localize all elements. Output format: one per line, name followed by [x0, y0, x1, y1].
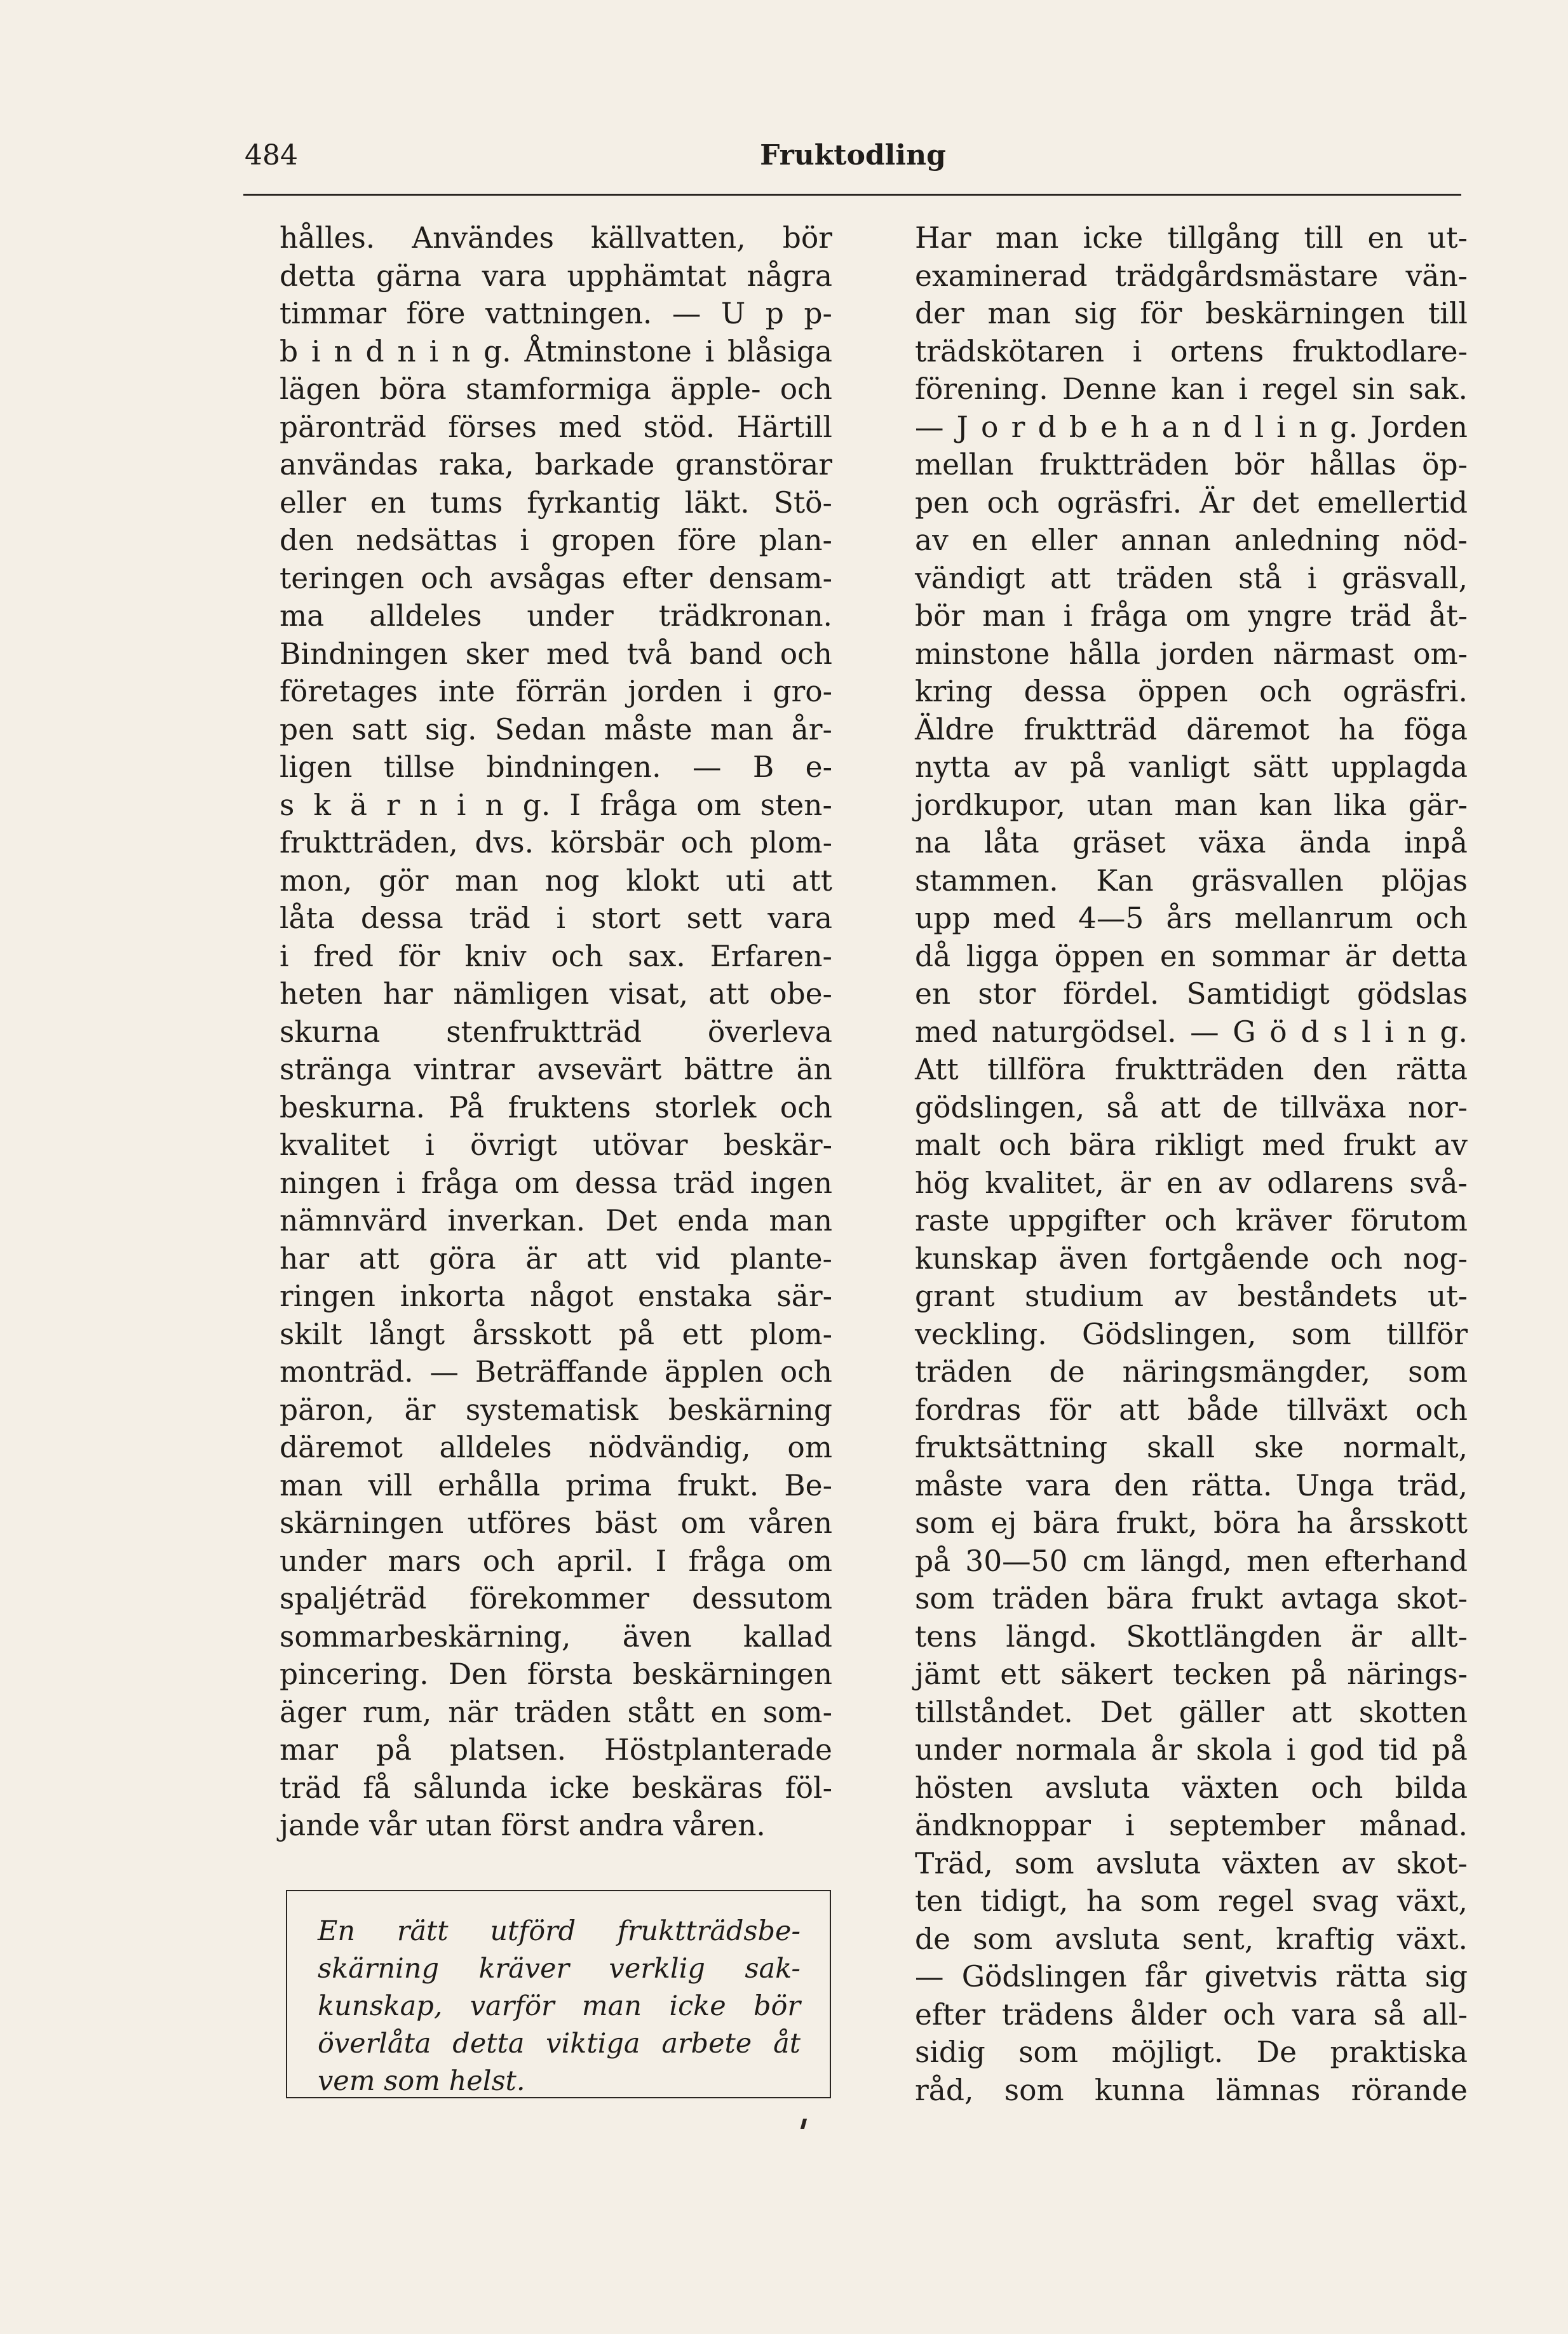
text-line: vem som helst.	[318, 2065, 525, 2097]
text-line: efter trädens ålder och vara så all-	[915, 1997, 1468, 2032]
text-line: ringen inkorta något enstaka sär-	[280, 1279, 832, 1313]
text-line: fruktsättning skall ske normalt,	[915, 1431, 1468, 1464]
text-line: skurna stenfruktträd överleva	[280, 1015, 832, 1049]
text-line: råd, som kunna lämnas rörande	[915, 2073, 1468, 2107]
text-line: — Gödslingen får givetvis rätta sig	[915, 1960, 1468, 1993]
text-line: tillståndet. Det gäller att skotten	[915, 1695, 1468, 1729]
text-line: överlåta detta viktiga arbete åt	[318, 2028, 801, 2060]
text-line: stammen. Kan gräsvallen plöjas	[915, 863, 1468, 898]
text-line: veckling. Gödslingen, som tillför	[915, 1317, 1468, 1351]
text-line: den nedsättas i gropen före plan-	[280, 523, 832, 557]
text-line: En rätt utförd fruktträdsbe-	[318, 1915, 801, 1947]
text-line: skilt långt årsskott på ett plom-	[280, 1317, 832, 1351]
text-line: mar på platsen. Höstplanterade	[280, 1733, 832, 1767]
text-line: träd få sålunda icke beskäras föl-	[280, 1771, 832, 1805]
text-line: b i n d n i n g. Åtminstone i blåsiga	[280, 334, 832, 368]
text-line: under normala år skola i god tid på	[915, 1733, 1468, 1767]
text-line: examinerad trädgårdsmästare vän-	[915, 259, 1468, 293]
text-line: hösten avsluta växten och bilda	[915, 1771, 1468, 1805]
text-line: spaljéträd förekommer dessutom	[280, 1582, 832, 1616]
text-line: som ej bära frukt, böra ha årsskott	[915, 1506, 1468, 1540]
text-line: pincering. Den första beskärningen	[280, 1657, 832, 1691]
text-line: eller en tums fyrkantig läkt. Stö-	[280, 485, 832, 520]
text-line: ma alldeles under trädkronan.	[280, 599, 832, 633]
text-line: jande vår utan först andra våren.	[280, 1809, 766, 1842]
text-line: sommarbeskärning, även kallad	[280, 1619, 832, 1654]
text-line: skärning kräver verklig sak-	[318, 1953, 801, 1985]
text-line: äger rum, när träden stått en som-	[280, 1695, 832, 1729]
text-line: ändknoppar i september månad.	[915, 1809, 1468, 1842]
text-line: en stor fördel. Samtidigt gödslas	[915, 977, 1468, 1011]
text-line: trädskötaren i ortens fruktodlare-	[915, 334, 1468, 368]
ink-mark	[801, 2119, 807, 2129]
text-line: i fred för kniv och sax. Erfaren-	[280, 939, 832, 973]
text-line: upp med 4—5 års mellanrum och	[915, 901, 1468, 935]
text-line: däremot alldeles nödvändig, om	[280, 1431, 832, 1464]
text-line: sidig som möjligt. De praktiska	[915, 2035, 1468, 2069]
text-line: teringen och avsågas efter densam-	[280, 561, 832, 595]
text-line: mellan fruktträden bör hållas öp-	[915, 448, 1468, 482]
text-line: timmar före vattningen. — U p p-	[280, 297, 832, 330]
text-line: heten har nämligen visat, att obe-	[280, 977, 832, 1011]
text-line: kvalitet i övrigt utövar beskär-	[280, 1128, 832, 1162]
text-line: beskurna. På fruktens storlek och	[280, 1090, 832, 1124]
text-line: låta dessa träd i stort sett vara	[280, 901, 832, 935]
text-line: förening. Denne kan i regel sin sak.	[915, 372, 1468, 406]
page-number: 484	[245, 139, 298, 172]
text-line: mon, gör man nog klokt uti att	[280, 863, 832, 898]
text-line: skärningen utföres bäst om våren	[280, 1506, 832, 1540]
text-line: ten tidigt, ha som regel svag växt,	[915, 1884, 1468, 1918]
text-line: nytta av på vanligt sätt upplagda	[915, 750, 1468, 784]
text-line: användas raka, barkade granstörar	[280, 448, 832, 482]
text-line: har att göra är att vid plante-	[280, 1241, 832, 1276]
text-line: tens längd. Skottlängden är allt-	[915, 1619, 1468, 1654]
text-line: minstone hålla jorden närmast om-	[915, 637, 1468, 671]
text-line: päron, är systematisk beskärning	[280, 1393, 832, 1427]
text-line: hög kvalitet, är en av odlarens svå-	[915, 1166, 1468, 1200]
text-line: som träden bära frukt avtaga skot-	[915, 1582, 1468, 1616]
text-line: de som avsluta sent, kraftig växt.	[915, 1922, 1468, 1956]
callout-box	[286, 1890, 831, 2098]
text-line: kunskap även fortgående och nog-	[915, 1241, 1468, 1276]
text-line: träden de näringsmängder, som	[915, 1355, 1468, 1389]
text-line: jordkupor, utan man kan lika gär-	[915, 788, 1468, 822]
text-line: kunskap, varför man icke bör	[318, 1990, 801, 2022]
text-line: Träd, som avsluta växten av skot-	[915, 1846, 1468, 1880]
text-line: på 30—50 cm längd, men efterhand	[915, 1544, 1468, 1578]
text-line: Bindningen sker med två band och	[280, 637, 832, 671]
text-line: under mars och april. I fråga om	[280, 1544, 832, 1578]
text-line: stränga vintrar avsevärt bättre än	[280, 1053, 832, 1086]
text-line: päronträd förses med stöd. Härtill	[280, 410, 832, 444]
text-line: s k ä r n i n g. I fråga om sten-	[280, 788, 832, 822]
text-line: pen och ogräsfri. Är det emellertid	[915, 485, 1468, 520]
text-line: ligen tillse bindningen. — B e-	[280, 750, 832, 784]
text-line: na låta gräset växa ända inpå	[915, 826, 1468, 860]
text-line: företages inte förrän jorden i gro-	[280, 675, 832, 708]
text-line: hålles. Användes källvatten, bör	[280, 221, 832, 255]
text-line: måste vara den rätta. Unga träd,	[915, 1468, 1468, 1502]
text-line: vändigt att träden stå i gräsvall,	[915, 561, 1468, 595]
text-line: med naturgödsel. — G ö d s l i n g.	[915, 1015, 1468, 1049]
text-line: raste uppgifter och kräver förutom	[915, 1204, 1468, 1238]
text-line: bör man i fråga om yngre träd åt-	[915, 599, 1468, 633]
text-line: detta gärna vara upphämtat några	[280, 259, 832, 293]
left-column	[280, 219, 832, 1845]
text-line: gödslingen, så att de tillväxa nor-	[915, 1090, 1468, 1124]
text-line: jämt ett säkert tecken på närings-	[915, 1657, 1468, 1691]
text-line: nämnvärd inverkan. Det enda man	[280, 1204, 832, 1238]
text-line: Har man icke tillgång till en ut-	[915, 221, 1468, 255]
text-line: kring dessa öppen och ogräsfri.	[915, 675, 1468, 708]
text-line: Att tillföra fruktträden den rätta	[915, 1053, 1468, 1086]
running-title: Fruktodling	[760, 139, 946, 172]
text-line: Äldre fruktträd däremot ha föga	[915, 712, 1468, 746]
text-line: malt och bära rikligt med frukt av	[915, 1128, 1468, 1162]
text-line: fruktträden, dvs. körsbär och plom-	[280, 826, 832, 860]
text-line: der man sig för beskärningen till	[915, 297, 1468, 330]
right-column	[915, 219, 1468, 2109]
text-line: då ligga öppen en sommar är detta	[915, 939, 1468, 973]
page-header	[245, 137, 1461, 175]
text-line: pen satt sig. Sedan måste man år-	[280, 712, 832, 746]
callout-text	[318, 1913, 801, 2100]
text-line: ningen i fråga om dessa träd ingen	[280, 1166, 832, 1200]
text-line: fordras för att både tillväxt och	[915, 1393, 1468, 1427]
text-line: — J o r d b e h a n d l i n g. Jorden	[915, 410, 1468, 444]
text-line: monträd. — Beträffande äpplen och	[280, 1355, 832, 1389]
text-line: lägen böra stamformiga äpple- och	[280, 372, 832, 406]
text-line: man vill erhålla prima frukt. Be-	[280, 1468, 832, 1502]
text-line: grant studium av beståndets ut-	[915, 1279, 1468, 1313]
header-rule	[243, 194, 1461, 196]
text-line: av en eller annan anledning nöd-	[915, 523, 1468, 557]
